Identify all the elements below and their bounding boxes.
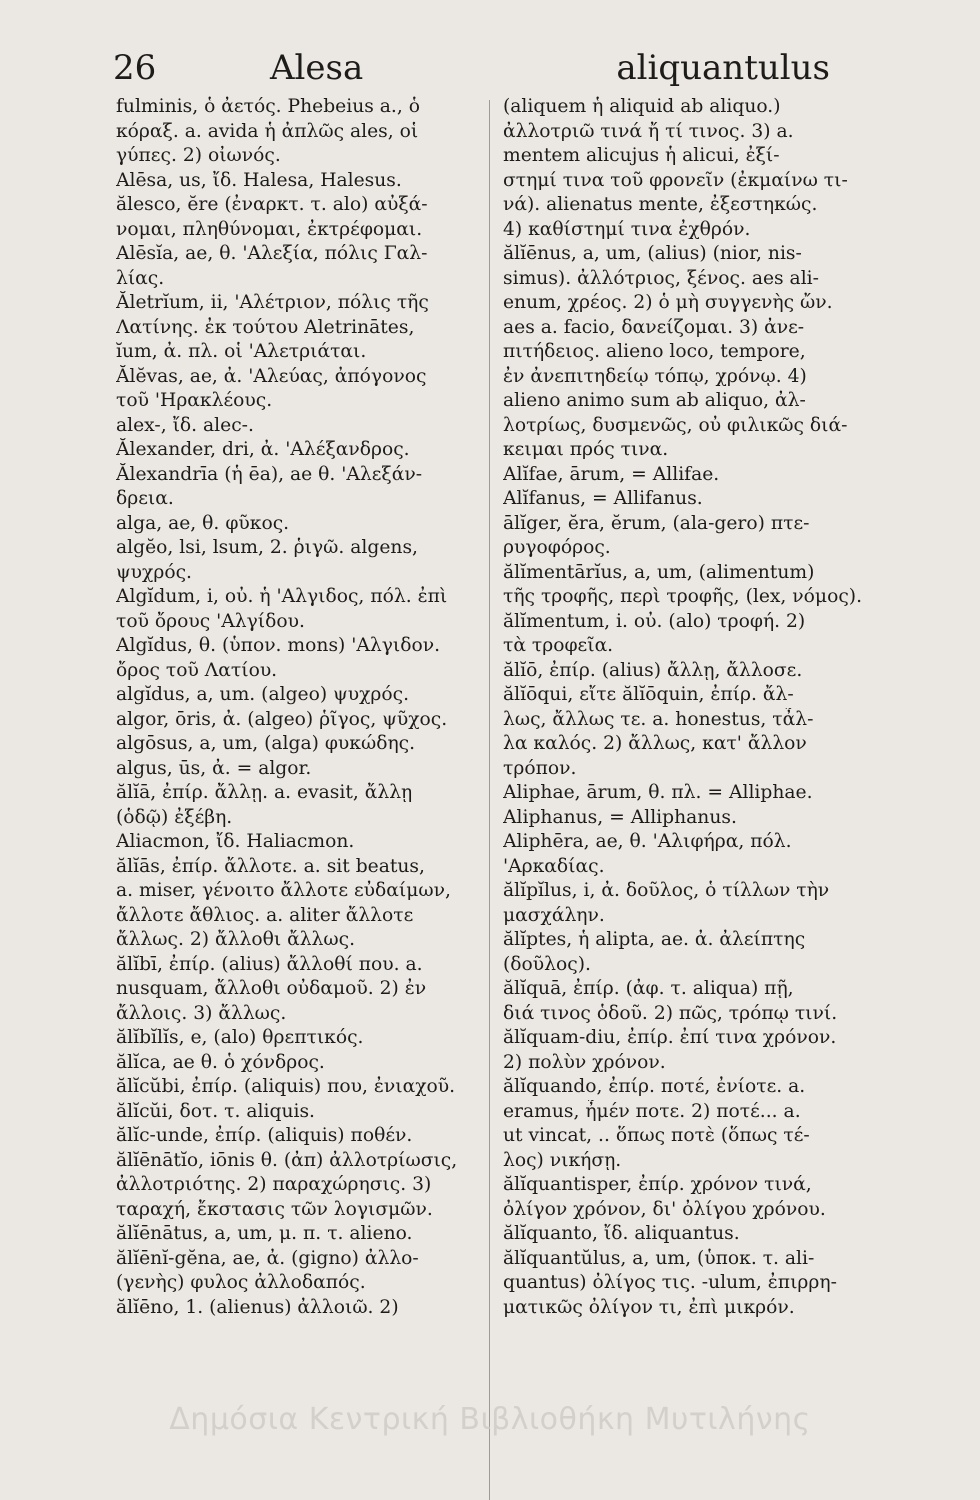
- dictionary-line: Λατίνης. ἐκ τούτου Aletrinātes,: [116, 316, 415, 338]
- dictionary-line: ălĭā, ἐπίρ. ἄλλῃ. a. evasit, ἄλλῃ: [116, 782, 413, 803]
- dictionary-line: a. miser, γένοιτο ἄλλοτε εὐδαίμων,: [116, 880, 451, 901]
- dictionary-line: ut vincat, .. ὅπως ποτὲ (ὅπως τέ-: [503, 1125, 810, 1146]
- dictionary-line: fulminis, ὁ ἀετός. Phebeius a., ὁ: [116, 96, 420, 117]
- guide-word-right: aliquantulus: [616, 48, 830, 88]
- dictionary-line: ἐν ἀνεπιτηδείῳ τόπῳ, χρόνῳ. 4): [503, 365, 807, 387]
- dictionary-line: λα καλός. 2) ἄλλως, κατ' ἄλλον: [503, 733, 807, 754]
- dictionary-line: ălĭptes, ἡ alipta, ae. ἀ. ἀλείπτης: [503, 929, 806, 950]
- dictionary-line: λως, ἄλλως τε. a. honestus, τἆλ-: [503, 708, 814, 730]
- dictionary-line: ălĭquam-diu, ἐπίρ. ἐπί τινα χρόνον.: [503, 1027, 837, 1048]
- dictionary-line: ălĭcŭbi, ἐπίρ. (aliquis) που, ἐνιαχοῦ.: [116, 1076, 456, 1097]
- dictionary-line: ἀλλοτριότης. 2) παραχώρησις. 3): [116, 1174, 432, 1195]
- dictionary-line: Ăletrĭum, ii, 'Αλέτριον, πόλις τῆς: [116, 292, 429, 313]
- dictionary-line: eramus, ἦμέν ποτε. 2) ποτέ... a.: [503, 1100, 801, 1122]
- guide-word-left: Alesa: [270, 48, 364, 88]
- dictionary-line: alga, ae, θ. φῦκος.: [116, 512, 290, 534]
- dictionary-line: nusquam, ἄλλοθι οὐδαμοῦ. 2) ἐν: [116, 978, 427, 999]
- dictionary-line: 4) καθίστημί τινα ἐχθρόν.: [503, 218, 751, 240]
- dictionary-line: enum, χρέος. 2) ὁ μὴ συγγενὴς ὤν.: [503, 292, 833, 313]
- dictionary-line: (ὁδῷ) ἐξέβη.: [116, 806, 233, 828]
- left-column: [116, 95, 486, 1320]
- dictionary-line: (γενὴς) φυλος ἀλλοδαπός.: [116, 1272, 366, 1293]
- dictionary-line: alex-, ἴδ. alec-.: [116, 414, 254, 436]
- dictionary-line: ălĭēno, 1. (alienus) ἀλλοιῶ. 2): [116, 1296, 399, 1318]
- dictionary-line: ălĭbī, ἐπίρ. (alius) ἄλλοθί που. a.: [116, 953, 423, 975]
- dictionary-line: ălĭbĭlĭs, e, (alo) θρεπτικός.: [116, 1027, 364, 1048]
- dictionary-line: Aliphēra, ae, θ. 'Αλιφήρα, πόλ.: [503, 831, 792, 852]
- dictionary-line: πιτήδειος. alieno loco, tempore,: [503, 341, 806, 362]
- dictionary-line: Ălĕvas, ae, ἀ. 'Αλεύας, ἀπόγονος: [116, 365, 427, 387]
- dictionary-line: Alĭfae, ārum, = Allifae.: [503, 463, 720, 485]
- dictionary-line: ălĭc-unde, ἐπίρ. (aliquis) ποθέν.: [116, 1125, 413, 1146]
- dictionary-line: ălĭēnĭ-gĕna, ae, ἀ. (gigno) ἀλλο-: [116, 1247, 419, 1269]
- dictionary-line: Ălexander, dri, ἀ. 'Αλέξανδρος.: [116, 439, 410, 460]
- library-watermark: Δημόσια Κεντρική Βιβλιοθήκη Μυτιλήνης: [169, 1402, 811, 1437]
- dictionary-line: Aliacmon, ἴδ. Haliacmon.: [116, 831, 355, 852]
- dictionary-line: ĭum, ἀ. πλ. οἱ 'Αλετριάται.: [116, 341, 367, 362]
- dictionary-line: κειμαι πρός τινα.: [503, 439, 669, 460]
- dictionary-line: ălĭquando, ἐπίρ. ποτέ, ἐνίοτε. a.: [503, 1076, 806, 1097]
- dictionary-line: algĕo, lsi, lsum, 2. ῥιγῶ. algens,: [116, 537, 418, 558]
- dictionary-line: ψυχρός.: [116, 561, 192, 583]
- page-header: [105, 40, 830, 100]
- column-divider: [489, 100, 490, 1500]
- dictionary-line: νά). alienatus mente, ἐξεστηκώς.: [503, 194, 818, 215]
- right-column: [503, 95, 880, 1320]
- dictionary-line: 'Αρκαδίας.: [503, 855, 605, 877]
- dictionary-line: κόραξ. a. avida ἡ ἀπλῶς ales, οἱ: [116, 120, 419, 142]
- dictionary-line: λος) νικήσῃ.: [503, 1149, 622, 1171]
- dictionary-line: ălĭquantŭlus, a, um, (ὑποκ. τ. ali-: [503, 1247, 815, 1269]
- dictionary-line: ălĭās, ἐπίρ. ἄλλοτε. a. sit beatus,: [116, 855, 425, 877]
- dictionary-line: Alēsa, us, ἴδ. Halesa, Halesus.: [116, 169, 402, 191]
- dictionary-line: algĭdus, a, um. (algeo) ψυχρός.: [116, 684, 410, 705]
- dictionary-line: τὰ τροφεῖα.: [503, 635, 614, 656]
- dictionary-line: τοῦ 'Ηρακλέους.: [116, 390, 273, 411]
- dictionary-line: (δοῦλος).: [503, 953, 591, 975]
- dictionary-line: τοῦ ὄρους 'Αλγίδου.: [116, 610, 305, 632]
- dictionary-line: ălĭmentārĭus, a, um, (alimentum): [503, 561, 815, 583]
- dictionary-line: simus). ἀλλότριος, ξένος. aes ali-: [503, 267, 819, 289]
- dictionary-line: ălĭquantisper, ἐπίρ. χρόνον τινά,: [503, 1174, 812, 1195]
- dictionary-line: ἄλλως. 2) ἄλλοθι ἄλλως.: [116, 929, 356, 950]
- dictionary-line: Algĭdum, i, οὐ. ἡ 'Αλγιδος, πόλ. ἐπὶ: [116, 586, 448, 607]
- dictionary-line: algus, ūs, ἀ. = algor.: [116, 757, 312, 779]
- dictionary-line: ματικῶς ὀλίγον τι, ἐπὶ μικρόν.: [503, 1296, 795, 1318]
- dictionary-line: ălĭca, ae θ. ὁ χόνδρος.: [116, 1051, 325, 1073]
- dictionary-line: ălĭmentum, i. οὐ. (alo) τροφή. 2): [503, 610, 806, 632]
- dictionary-line: Algĭdus, θ. (ὑπον. mons) 'Αλγιδον.: [116, 635, 441, 656]
- dictionary-line: ὀλίγον χρόνον, δι' ὀλίγου χρόνου.: [503, 1198, 826, 1220]
- dictionary-line: alieno animo sum ab aliquo, ἀλ-: [503, 390, 806, 411]
- dictionary-line: λοτρίως, δυσμενῶς, οὐ φιλικῶς διά-: [503, 414, 848, 436]
- dictionary-line: ălĭquā, ἐπίρ. (ἀφ. τ. aliqua) πῇ,: [503, 978, 794, 999]
- dictionary-line: mentem alicujus ἡ alicui, ἐξί-: [503, 145, 780, 166]
- dictionary-line: μασχάλην.: [503, 904, 605, 926]
- dictionary-line: νομαι, πληθύνομαι, ἐκτρέφομαι.: [116, 218, 423, 240]
- dictionary-line: ălĭēnus, a, um, (alius) (nior, nis-: [503, 243, 802, 264]
- dictionary-line: γύπες. 2) οἰωνός.: [116, 145, 281, 166]
- dictionary-line: διά τινος ὁδοῦ. 2) πῶς, τρόπῳ τινί.: [503, 1002, 838, 1024]
- dictionary-line: ālĭger, ĕra, ĕrum, (ala-gero) πτε-: [503, 512, 810, 534]
- dictionary-line: Ălexandrīa (ἡ ēa), ae θ. 'Αλεξάν-: [116, 463, 423, 485]
- dictionary-line: ălĭquanto, ἴδ. aliquantus.: [503, 1223, 740, 1244]
- dictionary-line: ἄλλοτε ἄθλιος. a. aliter ἄλλοτε: [116, 904, 414, 926]
- dictionary-line: Alĭfanus, = Allifanus.: [503, 488, 703, 509]
- dictionary-line: ἀλλοτριῶ τινά ἤ τί τινος. 3) a.: [503, 120, 794, 142]
- dictionary-line: (aliquem ἡ aliquid ab aliquo.): [503, 96, 781, 117]
- dictionary-line: τῆς τροφῆς, περὶ τροφῆς, (lex, νόμος).: [503, 586, 863, 607]
- dictionary-line: Aliphanus, = Alliphanus.: [503, 806, 737, 828]
- dictionary-line: ălĭēnātĭo, iōnis θ. (ἀπ) ἀλλοτρίωσις,: [116, 1149, 458, 1171]
- dictionary-line: Alēsĭa, ae, θ. 'Αλεξία, πόλις Γαλ-: [116, 243, 428, 264]
- dictionary-line: λίας.: [116, 267, 165, 289]
- dictionary-line: ălĭcŭi, δοτ. τ. aliquis.: [116, 1100, 315, 1122]
- dictionary-line: algor, ōris, ἀ. (algeo) ῥῖγος, ψῦχος.: [116, 708, 448, 730]
- dictionary-line: ταραχή, ἔκστασις τῶν λογισμῶν.: [116, 1198, 433, 1220]
- dictionary-line: ὄρος τοῦ Λατίου.: [116, 659, 278, 681]
- dictionary-line: aes a. facio, δανείζομαι. 3) ἀνε-: [503, 316, 805, 338]
- dictionary-line: ρυγοφόρος.: [503, 537, 611, 558]
- dictionary-line: Aliphae, ārum, θ. πλ. = Alliphae.: [503, 782, 813, 803]
- dictionary-line: ἄλλοις. 3) ἄλλως.: [116, 1002, 287, 1024]
- dictionary-line: ălĭpĭlus, i, ἀ. δοῦλος, ὁ τίλλων τὴν: [503, 880, 830, 901]
- page-number: 26: [113, 48, 157, 88]
- dictionary-line: τρόπον.: [503, 757, 577, 779]
- dictionary-line: ălĭēnātus, a, um, μ. π. τ. alieno.: [116, 1223, 413, 1244]
- dictionary-line: ălĭōqui, εἴτε ălĭōquin, ἐπίρ. ἄλ-: [503, 684, 794, 705]
- dictionary-line: ălĭō, ἐπίρ. (alius) ἄλλῃ, ἄλλοσε.: [503, 659, 803, 681]
- dictionary-line: 2) πολὺν χρόνον.: [503, 1051, 666, 1073]
- dictionary-line: quantus) ὀλίγος τις. -ulum, ἐπιρρη-: [503, 1272, 837, 1293]
- dictionary-line: δρεια.: [116, 488, 174, 509]
- dictionary-line: ălesco, ĕre (ἐναρκτ. τ. alo) αὐξά-: [116, 194, 428, 215]
- dictionary-line: algōsus, a, um, (alga) φυκώδης.: [116, 733, 416, 754]
- dictionary-line: στημί τινα τοῦ φρονεῖν (ἐκμαίνω τι-: [503, 169, 848, 191]
